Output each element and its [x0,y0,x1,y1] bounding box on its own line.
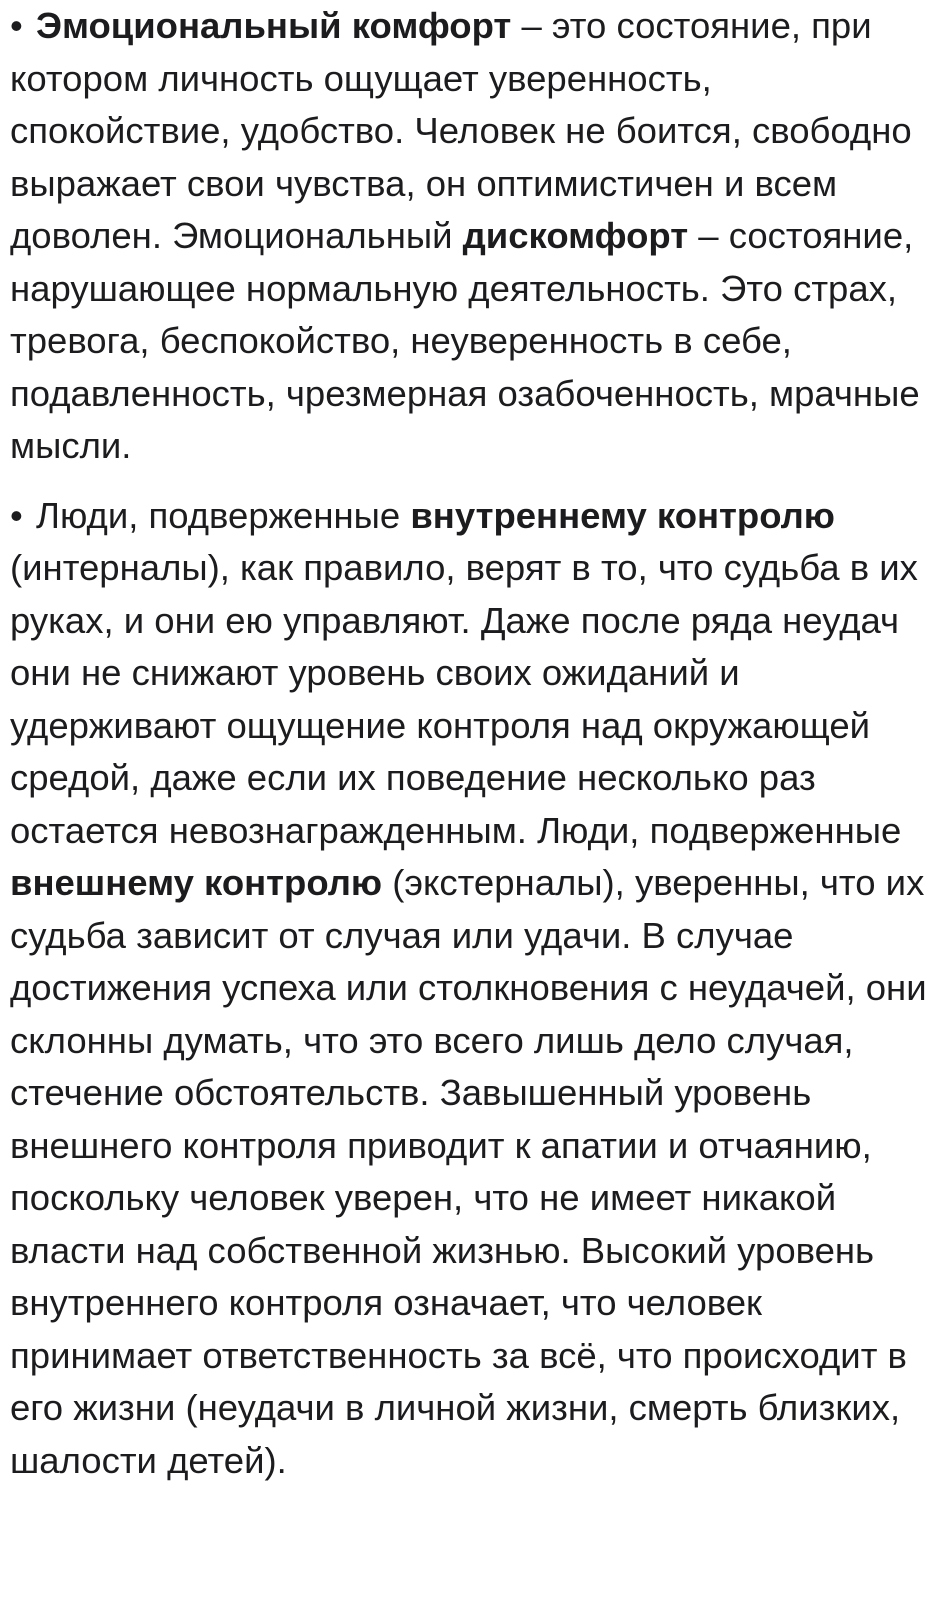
text-run: (интерналы), как правило, верят в то, что судьба в их руках, и они ею управляют. Даже после ряда неудач они не снижают уровень своих ожиданий и удерживают ощущение контроля над окружающей средой, даже если их поведение несколько раз остается невознагражденным. Люди, подверженные [10,547,918,851]
bullet-marker: • [10,494,23,536]
paragraph-emotional-comfort [10,0,938,473]
text-run: (экстерналы), уверенны, что их судьба зависит от случая или удачи. В случае достижения успеха или столкновения с неудачей, они склонны думать, что это всего лишь дело случая, стечение обстоятельств. Завышенный уровень внешнего контроля приводит к апатии и отчаянию, поскольку человек уверен, что не имеет никакой власти над собственной жизнью. Высокий уровень внутреннего контроля означает, что человек принимает ответственность за всё, что происходит в его жизни (неудачи в личной жизни, смерть близких, шалости детей). [10,862,927,1481]
term-emotional-comfort: Эмоциональный комфорт [36,5,512,46]
bullet-marker: • [10,5,23,46]
text-run: – это состояние, при котором личность ощущает уверенность, спокойствие, удобство. Человек не боится, свободно выражает свои чувства, он оптимистичен и всем доволен. Эмоциональный [10,5,912,256]
text-run: – состояние, нарушающее нормальную деятельность. Это страх, тревога, беспокойство, неуверенность в себе, подавленность, чрезмерная озабоченность, мрачные мысли. [10,215,920,466]
term-discomfort: дискомфорт [462,215,689,256]
term-external-control: внешнему контролю [10,862,383,903]
paragraph-locus-of-control [10,490,938,1488]
text-run: Люди, подверженные [36,494,411,536]
term-internal-control: внутреннему контролю [410,494,835,536]
